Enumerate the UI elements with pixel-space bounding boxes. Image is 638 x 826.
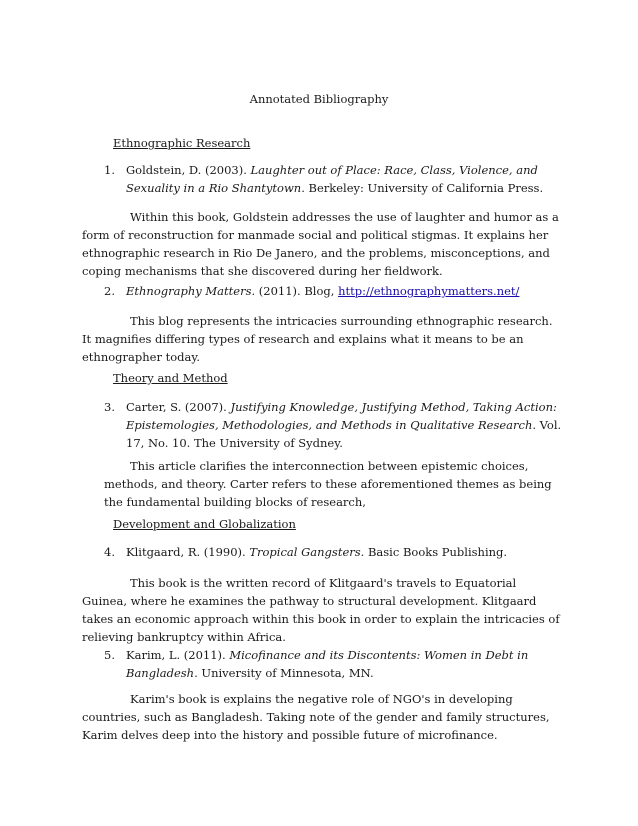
section-heading-ethnographic: Ethnographic Research xyxy=(113,136,251,150)
annotation-paragraph-2: This blog represents the intricacies surrounding ethnographic research. It magnifies differing types of research and explains what it means to be an ethnographer today. xyxy=(82,314,553,364)
entry-citation xyxy=(126,161,564,197)
bibliography-entry-5 xyxy=(104,646,564,682)
entry-number: 1. xyxy=(104,163,115,177)
entry-citation xyxy=(126,646,564,682)
entry-title: Tropical Gangsters. xyxy=(249,545,365,559)
annotation-paragraph-4: This book is the written record of Klitgaard's travels to Equatorial Guinea, where he examines the pathway to structural development. Klitgaard takes an economic approach within this book in order to explain the intricacies of relieving bankruptcy within Africa. xyxy=(82,576,560,644)
bibliography-entry-3 xyxy=(104,398,564,452)
entry-title: Laughter out of Place: Race, Class, Violence, and Sexuality in a Rio Shantytown xyxy=(126,163,538,195)
entry-number: 5. xyxy=(104,648,115,662)
entry-number: 2. xyxy=(104,284,115,298)
entry-publisher: . Berkeley: University of California Press. xyxy=(301,181,544,195)
entry-citation xyxy=(126,543,564,561)
annotation-paragraph-5: Karim's book is explains the negative role of NGO's in developing countries, such as Bangladesh. Taking note of the gender and family structures, Karim delves deep into the history and possible future of microfinance. xyxy=(82,692,550,742)
entry-citation xyxy=(126,282,564,300)
annotation-paragraph-1: Within this book, Goldstein addresses the use of laughter and humor as a form of reconstruction for manmade social and political stigmas. It explains her ethnographic research in Rio De Janero, and the problems, misconceptions, and coping mechanisms that she discovered during her fieldwork. xyxy=(82,210,559,278)
entry-publisher: . University of Minnesota, MN. xyxy=(194,666,374,680)
entry-title: Micofinance and its Discontents: Women in Debt in Bangladesh xyxy=(126,648,529,680)
bibliography-entry-1 xyxy=(104,161,564,197)
entry-number: 3. xyxy=(104,400,115,414)
entry-number: 4. xyxy=(104,545,115,559)
annotation-paragraph-3: This article clarifies the interconnection between epistemic choices, methods, and theory. Carter refers to these aforementioned themes as being the fundamental building blocks of research, xyxy=(104,459,552,509)
blog-link[interactable]: http://ethnographymatters.net/ xyxy=(338,284,520,298)
entry-author: Klitgaard, R. (1990). xyxy=(126,545,250,559)
page-title: Annotated Bibliography xyxy=(249,92,389,106)
bibliography-entry-2 xyxy=(104,282,564,300)
section-heading-development: Development and Globalization xyxy=(113,517,296,531)
entry-title: Ethnography Matters. xyxy=(126,284,256,298)
entry-publisher: . Vol. 17, No. 10. The University of Sydney. xyxy=(126,418,562,450)
entry-publisher: Basic Books Publishing. xyxy=(364,545,508,559)
entry-author: Karim, L. (2011). xyxy=(126,648,230,662)
entry-citation xyxy=(126,398,564,452)
section-heading-theory: Theory and Method xyxy=(113,371,228,385)
entry-author: Goldstein, D. (2003). xyxy=(126,163,251,177)
entry-author: Carter, S. (2007). xyxy=(126,400,231,414)
entry-title: Justifying Knowledge, Justifying Method, Taking Action: Epistemologies, Methodologies, and Methods in Qualitative Research xyxy=(126,400,557,432)
entry-details: (2011). Blog, xyxy=(255,284,339,298)
bibliography-entry-4 xyxy=(104,543,564,561)
